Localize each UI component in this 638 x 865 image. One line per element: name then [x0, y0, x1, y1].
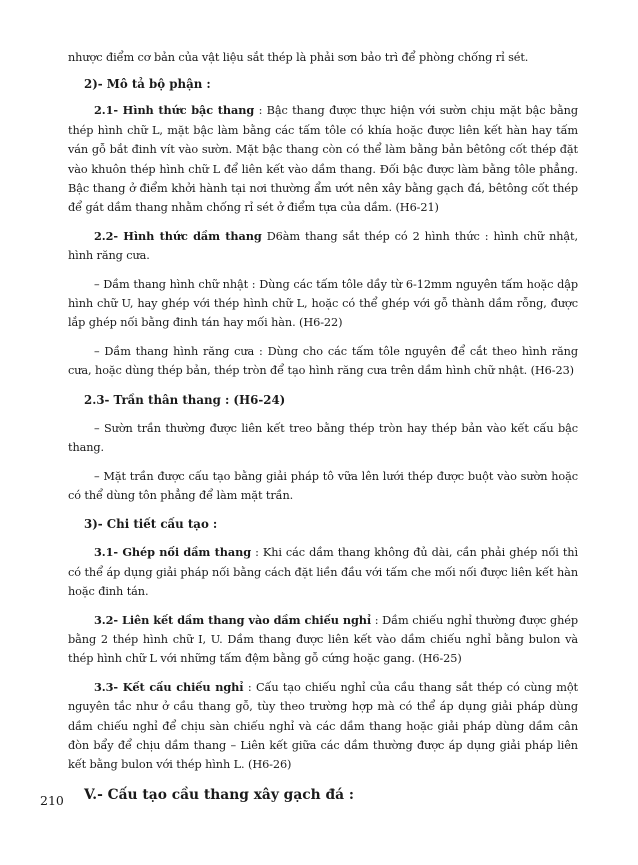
- paragraph-3-2: [68, 611, 578, 669]
- text-2-1: : Bậc thang được thực hiện với sườn chịu mặt bậc bằng thép hình chữ L, mặt bậc làm bằng các tấm tôle có khía hoặc được liên kết hàn hay tấm ván gỗ bắt đinh vít vào sườn. Mặt bậc thang còn có thể làm bằng bản bêtông cốt thép đặt vào khuôn thép hình chữ L để liên kết vào dầm thang. Đối bậc được làm bằng tôle phẳng. Bậc thang ở điểm khởi hành tại nơi thường ẩm ướt nên xây bằng gạch đá, bêtông cốt thép để gát dầm thang nhằm chống rỉ sét ở điểm tựa của dầm. (H6-21): [68, 104, 578, 215]
- heading-2-description: 2)- Mô tả bộ phận :: [84, 77, 211, 92]
- paragraph-2-2-item-2: – Dầm thang hình răng cưa : Dùng cho các tấm tôle nguyên để cắt theo hình răng cưa, hoặc dùng thép bản, thép tròn để tạo hình răng cưa trên dầm hình chữ nhật. (H6-23): [68, 344, 578, 378]
- title-3-1: 3.1- Ghép nối dầm thang: [94, 545, 252, 560]
- paragraph-2-2-item-1: – Dầm thang hình chữ nhật : Dùng các tấm tôle dầy từ 6-12mm nguyên tấm hoặc dập hình chữ U, hay ghép với thép hình chữ L, hoặc có thể ghép với gỗ thành dầm rỗng, được lắp ghép nối bằng đinh tán hay mối hàn. (H6-22): [68, 277, 578, 330]
- heading-V-masonry-stairs: V.- Cấu tạo cầu thang xây gạch đá :: [84, 786, 354, 803]
- text-3-3: : Cấu tạo chiếu nghỉ của cầu thang sắt thép có cùng một nguyên tắc như ở cầu thang gỗ, tùy theo trường hợp mà có thể áp dụng giải pháp dùng dầm chiếu nghỉ để chịu sàn chiếu nghỉ và các dầm thang hoặc giải pháp dùng dầm cân đòn bẩy để chịu dầm thang – Liên kết giữa các dầm thường được áp dụng giải pháp liên kết bằng bulon với thép hình L. (H6-26): [68, 680, 578, 772]
- heading-3-details: 3)- Chi tiết cấu tạo :: [84, 517, 218, 532]
- paragraph-2-3-item-2: – Mặt trần được cấu tạo bằng giải pháp tô vữa lên lưới thép được buột vào sườn hoặc có thể dùng tôn phẳng để làm mặt trần.: [68, 469, 578, 502]
- title-3-2: 3.2- Liên kết dầm thang vào dầm chiếu nghỉ: [94, 612, 372, 627]
- title-2-2: 2.2- Hình thức dầm thang: [94, 228, 262, 243]
- title-2-1: 2.1- Hình thức bậc thang: [94, 103, 255, 118]
- paragraph-2-2: [68, 227, 578, 266]
- text-3-1: : Khi các dầm thang không đủ dài, cần phải ghép nối thì có thể áp dụng giải pháp nối bằng cách đặt liền đầu với tấm che mối nối được liên kết hàn hoặc đinh tán.: [68, 546, 578, 599]
- paragraph-2-3-item-1: – Sườn trần thường được liên kết treo bằng thép tròn hay thép bản vào kết cấu bậc thang.: [68, 421, 578, 455]
- paragraph-2-1: [68, 101, 578, 217]
- title-3-3: 3.3- Kết cấu chiếu nghỉ: [94, 679, 244, 694]
- page-body: [68, 48, 578, 806]
- intro-line: nhược điểm cơ bản của vật liệu sắt thép là phải sơn bảo trì để phòng chống rỉ sét.: [68, 51, 529, 64]
- text-3-2: : Dầm chiếu nghỉ thường được ghép bằng 2 thép hình chữ I, U. Dầm thang được liên kết vào dầm chiếu nghỉ bằng bulon và thép hình chữ L với những tấm đệm bằng gỗ cứng hoặc gang. (H6-25): [68, 613, 578, 666]
- heading-2-3-ceiling: 2.3- Trần thân thang : (H6-24): [84, 392, 286, 407]
- paragraph-3-3: [68, 678, 578, 775]
- text-2-2: D6àm thang sắt thép có 2 hình thức : hình chữ nhật, hình răng cưa.: [68, 229, 578, 263]
- paragraph-3-1: [68, 543, 578, 601]
- page-number: 210: [40, 793, 64, 808]
